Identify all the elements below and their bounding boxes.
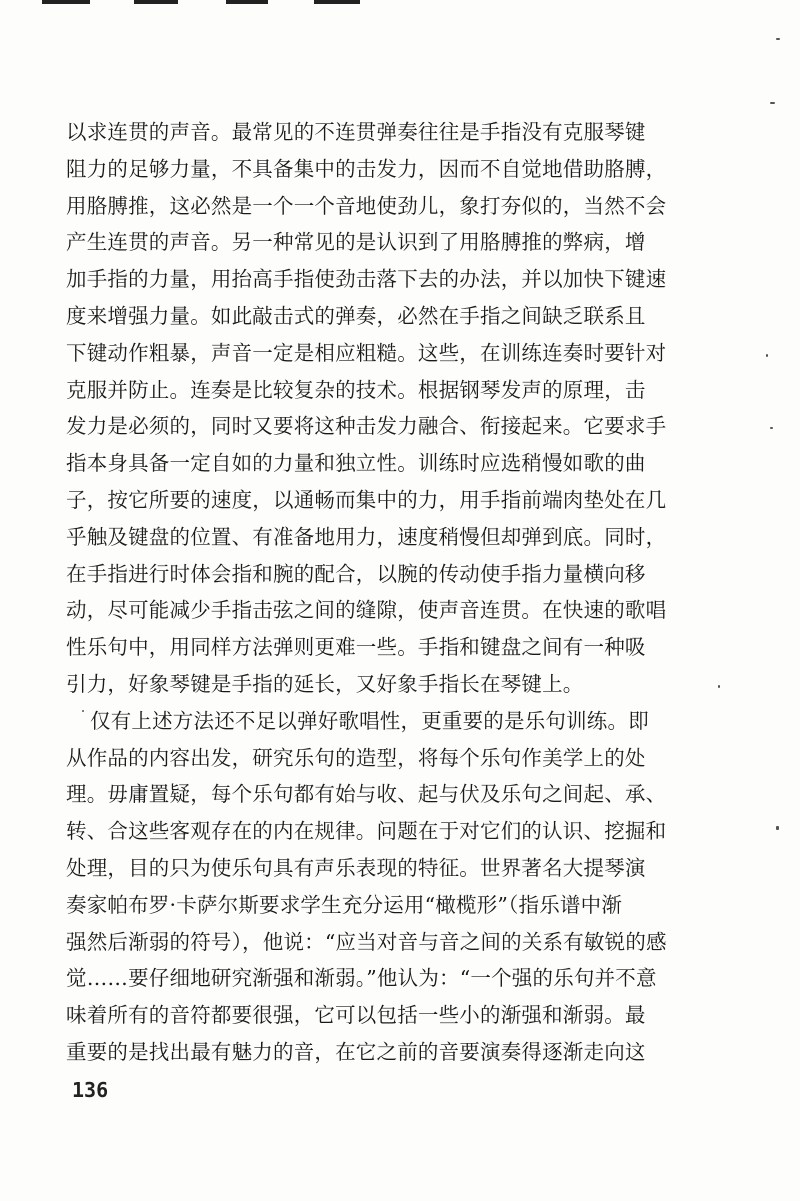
text-line: 从作品的内容出发，研究乐句的造型，将每个乐句作美学上的处: [66, 745, 646, 770]
scan-edge-mark: [314, 0, 360, 4]
text-line: 动，尽可能减少手指击弦之间的缝隙，使声音连贯。在快速的歌唱: [66, 598, 667, 623]
text-line: 阻力的足够力量，不具备集中的击发力，因而不自觉地借助胳膊，: [66, 156, 667, 181]
scan-speck: [766, 354, 768, 357]
text-line: 觉……要仔细地研究渐强和渐弱。”他认为：“一个强的乐句并不意: [66, 966, 657, 991]
scan-edge-mark: [226, 0, 268, 4]
scan-speck: [718, 685, 720, 688]
text-line: 性乐句中，用同样方法弹则更难一些。手指和键盘之间有一种吸: [66, 635, 646, 660]
text-line: 克服并防止。连奏是比较复杂的技术。根据钢琴发声的原理，击: [66, 377, 646, 402]
scan-speck: [770, 102, 775, 104]
text-line: 产生连贯的声音。另一种常见的是认识到了用胳膊推的弊病，增: [66, 230, 646, 255]
page-number: 136: [72, 1078, 109, 1102]
text-line: 下键动作粗暴，声音一定是相应粗糙。这些，在训练连奏时要针对: [66, 340, 667, 365]
text-line: 指本身具备一定自如的力量和独立性。训练时应选稍慢如歌的曲: [66, 451, 646, 476]
paragraph-start-line: 仅有上述方法还不足以弹好歌唱性，更重要的是乐句训练。即: [90, 708, 649, 733]
text-line: 以求连贯的声音。最常见的不连贯弹奏往往是手指没有克服琴键: [66, 120, 646, 144]
text-line: 发力是必须的，同时又要将这种击发力融合、衔接起来。它要求手: [66, 414, 667, 439]
text-line: 强然后渐弱的符号），他说：“应当对音与音之间的关系有敏锐的感: [66, 929, 667, 954]
scan-edge-mark: [42, 0, 90, 4]
text-line: 度来增强力量。如此敲击式的弹奏，必然在手指之间缺乏联系且: [66, 303, 646, 328]
text-line: 乎触及键盘的位置、有准备地用力，速度稍慢但却弹到底。同时，: [66, 524, 667, 549]
scan-speck: [776, 826, 779, 830]
scan-speck: [770, 427, 773, 429]
text-line: 在手指进行时体会指和腕的配合，以腕的传动使手指力量横向移: [66, 561, 646, 586]
text-line: 重要的是找出最有魅力的音，在它之前的音要演奏得逐渐走向这: [66, 1039, 646, 1064]
text-line: 味着所有的音符都要很强，它可以包括一些小的渐强和渐弱。最: [66, 1003, 646, 1028]
scan-edge-mark: [134, 0, 178, 4]
text-line: 引力，好象琴键是手指的延长，又好象手指长在琴键上。: [66, 671, 584, 696]
text-line: 转、合这些客观存在的内在规律。问题在于对它们的认识、挖掘和: [66, 819, 667, 844]
text-line: 子，按它所要的速度，以通畅而集中的力，用手指前端肉垫处在几: [66, 487, 667, 512]
text-line: 理。毋庸置疑，每个乐句都有始与收、起与伏及乐句之间起、承、: [66, 782, 667, 807]
body-text: [66, 114, 678, 1071]
scan-speck: [776, 38, 780, 40]
text-line: 用胳膊推，这必然是一个一个音地使劲儿，象打夯似的，当然不会: [66, 193, 667, 218]
text-line: 奏家帕布罗·卡萨尔斯要求学生充分运用“橄榄形”（指乐谱中渐: [66, 892, 623, 917]
text-line: 处理，目的只为使乐句具有声乐表现的特征。世界著名大提琴演: [66, 855, 646, 880]
text-line: 加手指的力量，用抬高手指使劲击落下去的办法，并以加快下键速: [66, 267, 667, 292]
